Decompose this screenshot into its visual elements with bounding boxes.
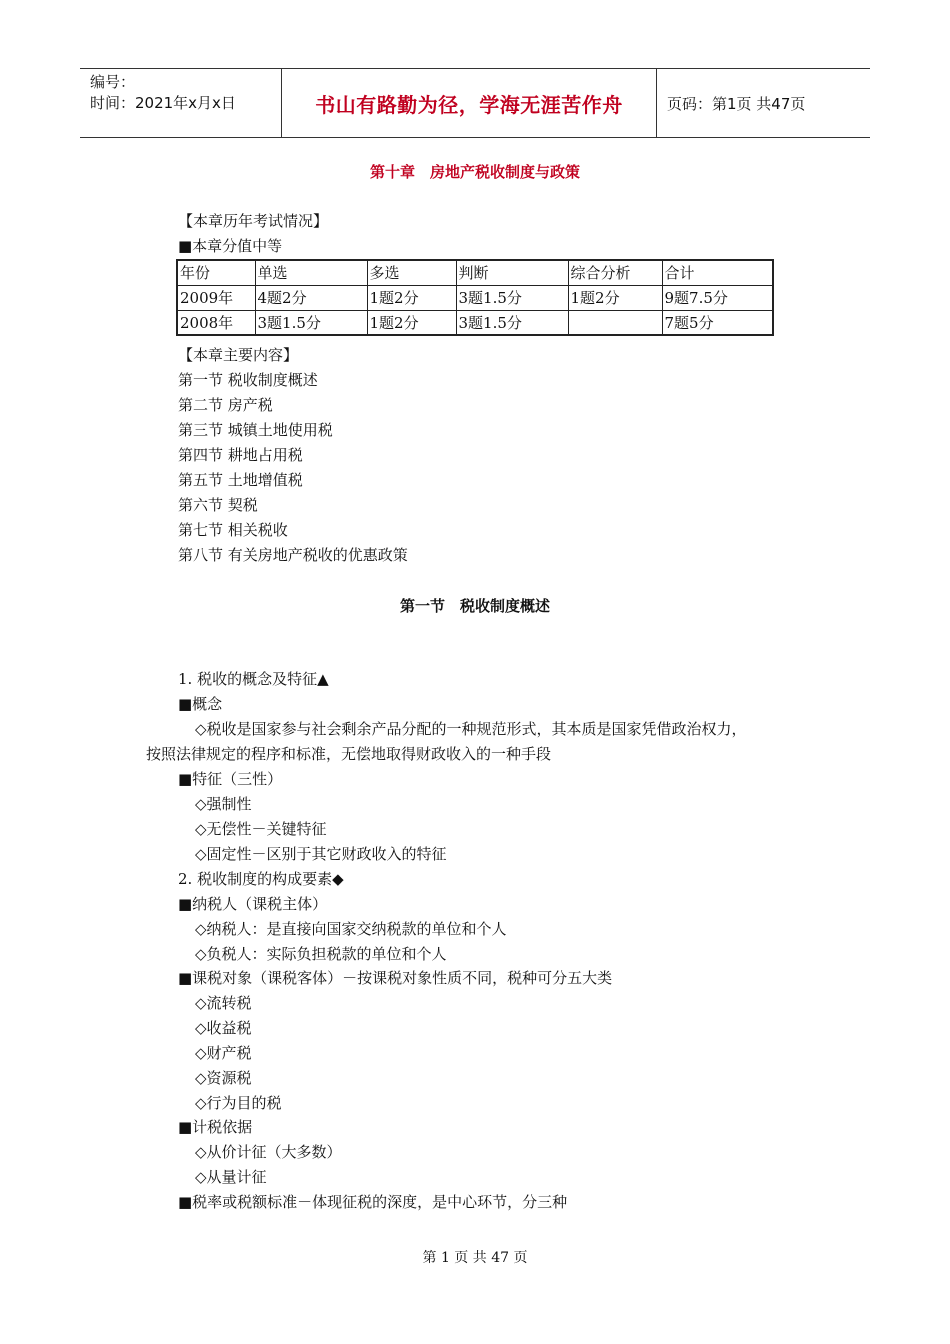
body-line: ■纳税人（课税主体） bbox=[178, 895, 328, 913]
body-line: ◇行为目的税 bbox=[195, 1094, 282, 1112]
table-cell: 3题1.5分 bbox=[456, 310, 568, 335]
body-line: ◇流转税 bbox=[195, 994, 252, 1012]
body-line: 1. 税收的概念及特征▲ bbox=[178, 670, 329, 688]
exam-score-table bbox=[176, 259, 774, 336]
page-footer: 第 1 页 共 47 页 bbox=[422, 1250, 528, 1266]
section-list-item: 第一节 税收制度概述 bbox=[178, 371, 318, 389]
body-line: ■课税对象（课税客体）－按课税对象性质不同，税种可分五大类 bbox=[178, 969, 613, 987]
table-header-cell: 合计 bbox=[662, 260, 773, 285]
body-line: ◇无偿性－关键特征 bbox=[195, 820, 327, 838]
time-label: 时间：2021年x月x日 bbox=[90, 94, 236, 112]
table-cell: 1题2分 bbox=[568, 285, 662, 310]
body-line: ◇强制性 bbox=[195, 795, 252, 813]
header-meta bbox=[80, 69, 281, 137]
table-cell: 9题7.5分 bbox=[662, 285, 773, 310]
table-header-row bbox=[177, 260, 773, 285]
section-title: 第一节 税收制度概述 bbox=[399, 597, 550, 615]
header-page-label: 页码：第1页 共47页 bbox=[667, 94, 806, 113]
table-cell: 2009年 bbox=[177, 285, 255, 310]
body-line: ◇财产税 bbox=[195, 1044, 252, 1062]
table-header-cell: 年份 bbox=[177, 260, 255, 285]
body-line: ◇负税人：实际负担税款的单位和个人 bbox=[195, 945, 447, 963]
score-level: ■本章分值中等 bbox=[178, 237, 283, 255]
section-list-item: 第六节 契税 bbox=[178, 496, 258, 514]
header-motto: 书山有路勤为径，学海无涯苦作舟 bbox=[281, 69, 657, 137]
table-cell bbox=[568, 310, 662, 335]
table-row bbox=[177, 310, 773, 335]
table-cell: 1题2分 bbox=[367, 310, 456, 335]
table-cell: 3题1.5分 bbox=[456, 285, 568, 310]
table-header-cell: 判断 bbox=[456, 260, 568, 285]
body-line: ◇纳税人：是直接向国家交纳税款的单位和个人 bbox=[195, 920, 507, 938]
section-list-item: 第二节 房产税 bbox=[178, 396, 273, 414]
body-line: ■税率或税额标准－体现征税的深度，是中心环节，分三种 bbox=[178, 1193, 568, 1211]
chapter-title: 第十章 房地产税收制度与政策 bbox=[369, 163, 580, 181]
table-header-cell: 多选 bbox=[367, 260, 456, 285]
table-cell: 3题1.5分 bbox=[255, 310, 367, 335]
main-content-heading: 【本章主要内容】 bbox=[178, 346, 299, 364]
body-line: ◇税收是国家参与社会剩余产品分配的一种规范形式，其本质是国家凭借政治权力， bbox=[195, 720, 747, 738]
table-header-cell: 综合分析 bbox=[568, 260, 662, 285]
section-list-item: 第五节 土地增值税 bbox=[178, 471, 303, 489]
table-cell: 2008年 bbox=[177, 310, 255, 335]
body-line: ■计税依据 bbox=[178, 1118, 253, 1136]
body-line: ◇从量计征 bbox=[195, 1168, 267, 1186]
section-list-item: 第三节 城镇土地使用税 bbox=[178, 421, 333, 439]
table-header-cell: 单选 bbox=[255, 260, 367, 285]
page-header bbox=[80, 68, 870, 138]
table-cell: 7题5分 bbox=[662, 310, 773, 335]
section-list-item: 第四节 耕地占用税 bbox=[178, 446, 303, 464]
body-line: ■特征（三性） bbox=[178, 770, 283, 788]
section-list-item: 第七节 相关税收 bbox=[178, 521, 288, 539]
body-line: ◇从价计征（大多数） bbox=[195, 1143, 342, 1161]
table-cell: 1题2分 bbox=[367, 285, 456, 310]
body-line: 按照法律规定的程序和标准，无偿地取得财政收入的一种手段 bbox=[146, 745, 552, 763]
body-line: ■概念 bbox=[178, 695, 223, 713]
exam-history-heading: 【本章历年考试情况】 bbox=[178, 212, 329, 230]
table-row bbox=[177, 285, 773, 310]
body-line: 2. 税收制度的构成要素◆ bbox=[178, 870, 344, 888]
section-list-item: 第八节 有关房地产税收的优惠政策 bbox=[178, 546, 408, 564]
body-line: ◇资源税 bbox=[195, 1069, 252, 1087]
body-line: ◇固定性－区别于其它财政收入的特征 bbox=[195, 845, 447, 863]
number-label: 编号： bbox=[90, 73, 136, 91]
table-cell: 4题2分 bbox=[255, 285, 367, 310]
body-line: ◇收益税 bbox=[195, 1019, 252, 1037]
